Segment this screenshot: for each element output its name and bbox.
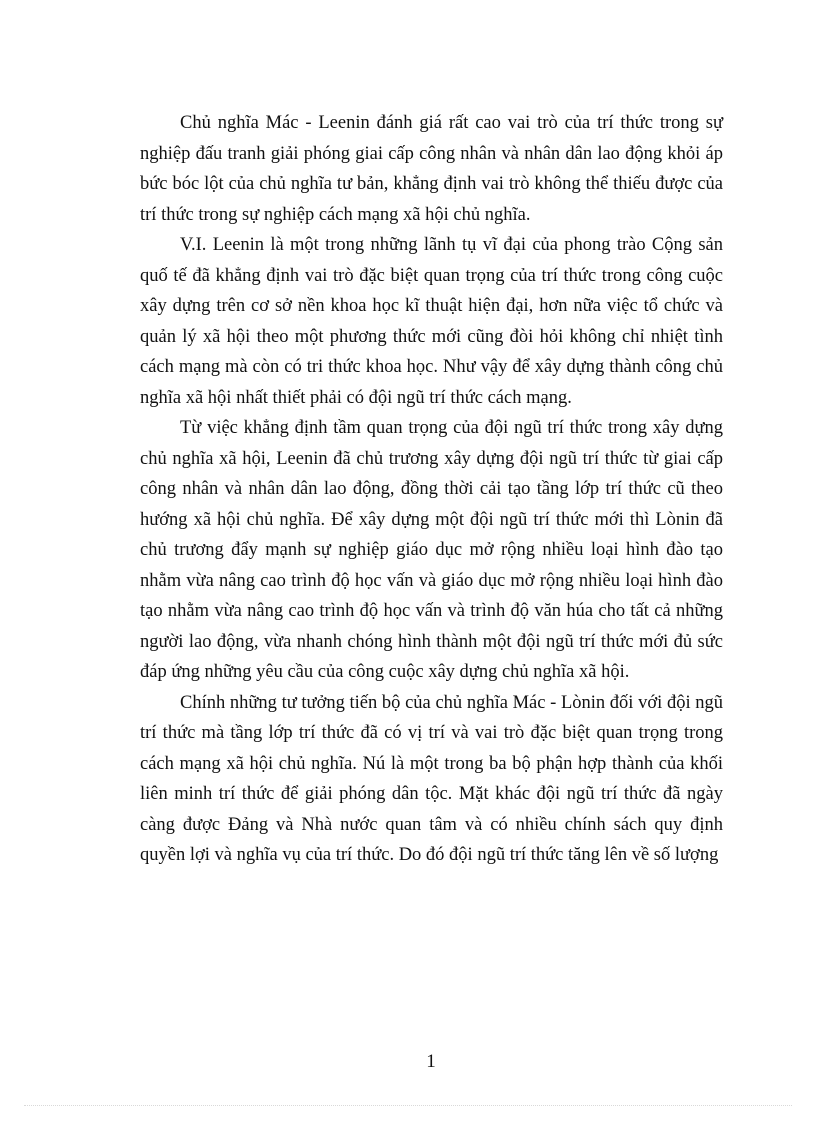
page-number: 1 bbox=[426, 1051, 436, 1072]
paragraph-3: Từ việc khẳng định tầm quan trọng của đội ngũ trí thức trong xây dựng chủ nghĩa xã hội, Leenin đã chủ trương xây dựng đội ngũ trí thức từ giai cấp công nhân và nhân dân lao động, đồng thời cải tạo tầng lớp trí thức cũ theo hướng xã hội chủ nghĩa. Để xây dựng một đội ngũ trí thức mới thì Lònin đã chủ trương đẩy mạnh sự nghiệp giáo dục mở rộng nhiều loại hình đào tạo nhằm vừa nâng cao trình độ học vấn và giáo dục mở rộng nhiều loại hình đào tạo nhằm vừa nâng cao trình độ học vấn và trình độ văn húa cho tất cả những người lao động, vừa nhanh chóng hình thành một đội ngũ trí thức mới đủ sức đáp ứng những yêu cầu của công cuộc xây dựng chủ nghĩa xã hội. bbox=[140, 418, 723, 682]
paragraph-1: Chủ nghĩa Mác - Leenin đánh giá rất cao vai trò của trí thức trong sự nghiệp đấu tranh giải phóng giai cấp công nhân và nhân dân lao động khỏi áp bức bóc lột của chủ nghĩa tư bản, khẳng định vai trò không thể thiếu được của trí thức trong sự nghiệp cách mạng xã hội chủ nghĩa. bbox=[140, 113, 723, 225]
document-body bbox=[140, 108, 723, 871]
paragraph-4: Chính những tư tưởng tiến bộ của chủ nghĩa Mác - Lònin đối với đội ngũ trí thức mà tầng lớp trí thức đã có vị trí và vai trò đặc biệt quan trọng trong cách mạng xã hội chủ nghĩa. Nú là một trong ba bộ phận hợp thành của khối liên minh trí thức để giải phóng dân tộc. Mặt khác đội ngũ trí thức đã ngày càng được Đảng và Nhà nước quan tâm và có nhiều chính sách quy định quyền lợi và nghĩa vụ của trí thức. Do đó đội ngũ trí thức tăng lên về số lượng bbox=[140, 692, 723, 865]
paragraph-2: V.I. Leenin là một trong những lãnh tụ vĩ đại của phong trào Cộng sản quố tế đã khẳng định vai trò đặc biệt quan trọng của trí thức trong công cuộc xây dựng trên cơ sở nền khoa học kĩ thuật hiện đại, hơn nữa việc tổ chức và quản lý xã hội theo một phương thức mới cũng đòi hỏi không chỉ nhiệt tình cách mạng mà còn có tri thức khoa học. Như vậy để xây dựng thành công chủ nghĩa xã hội nhất thiết phải có đội ngũ trí thức cách mạng. bbox=[140, 235, 723, 408]
page-bottom-divider bbox=[24, 1105, 792, 1106]
